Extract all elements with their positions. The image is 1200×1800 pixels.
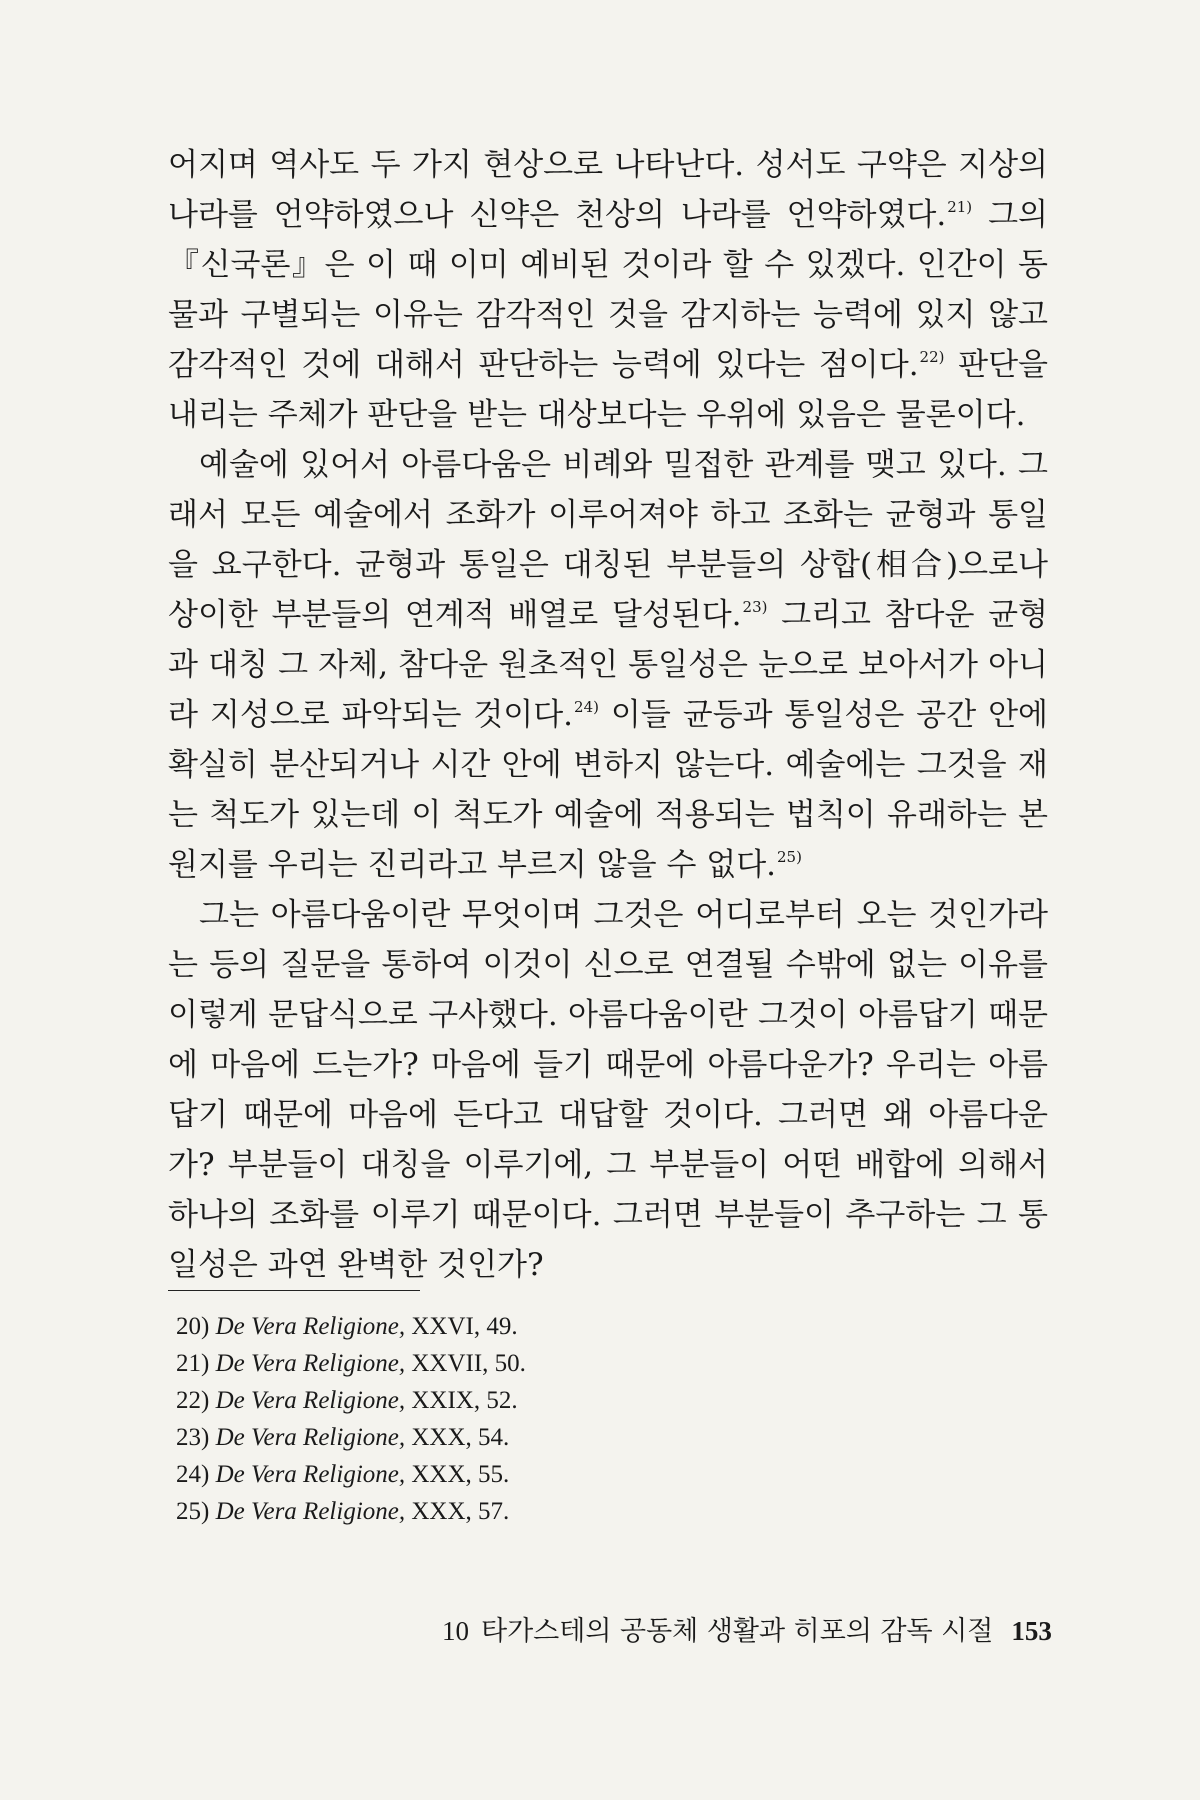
- footnote-title: De Vera Religione,: [215, 1350, 406, 1377]
- body-text: [168, 140, 1048, 1290]
- footnote-number: 24): [176, 1461, 210, 1488]
- footnote-21: [176, 1345, 876, 1382]
- footnote-title: De Vera Religione,: [215, 1424, 406, 1451]
- footnote-24: [176, 1456, 876, 1493]
- paragraph-1: [168, 140, 1048, 440]
- paragraph-3-text: 그는 아름다움이란 무엇이며 그것은 어디로부터 오는 것인가라는 등의 질문을 통하여 이것이 신으로 연결될 수밖에 없는 이유를 이렇게 문답식으로 구사했다. 아름다움이란 그것이 아름답기 때문에 마음에 드는가? 마음에 들기 때문에 아름다운가? 우리는 아름답기 때문에 마음에 든다고 대답할 것이다. 그러면 왜 아름다운가? 부분들이 대칭을 이루기에, 그 부분들이 어떤 배합에 의해서 하나의 조화를 이루기 때문이다. 그러면 부분들이 추구하는 그 통일성은 과연 완벽한 것인가?: [168, 897, 1048, 1283]
- footnote-title: De Vera Religione,: [215, 1461, 406, 1488]
- footnote-number: 25): [176, 1498, 210, 1525]
- paragraph-2-text-a: 예술에 있어서 아름다움은 비례와 밀접한 관계를 맺고 있다. 그래서 모든 예술에서 조화가 이루어져야 하고 조화는 균형과 통일을 요구한다. 균형과 통일은 대칭된 부분들의 상합(相合)으로나 상이한 부분들의 연계적 배열로 달성된다.: [168, 447, 1048, 633]
- footnote-reference: XXX, 54.: [411, 1424, 510, 1451]
- footnote-title: De Vera Religione,: [215, 1387, 406, 1414]
- footnote-ref-21: 21): [947, 198, 973, 216]
- footnote-reference: XXX, 55.: [411, 1461, 510, 1488]
- footnote-number: 20): [176, 1313, 210, 1340]
- footnote-divider: [168, 1290, 420, 1291]
- footnote-reference: XXVII, 50.: [411, 1350, 526, 1377]
- paragraph-1-text-c: 판단을 내리는 주체가 판단을 받는 대상보다는 우위에 있음은 물론이다.: [168, 347, 1048, 433]
- paragraph-3: [168, 890, 1048, 1290]
- running-footer: [442, 1614, 1052, 1649]
- page-number: 153: [1011, 1616, 1052, 1646]
- chapter-title: 타가스테의 공동체 생활과 히포의 감독 시절: [481, 1616, 994, 1647]
- paragraph-1-text-a: 어지며 역사도 두 가지 현상으로 나타난다. 성서도 구약은 지상의 나라를 언약하였으나 신약은 천상의 나라를 언약하였다.: [168, 147, 1048, 233]
- footnote-reference: XXX, 57.: [411, 1498, 510, 1525]
- footnote-22: [176, 1382, 876, 1419]
- footnote-title: De Vera Religione,: [215, 1313, 406, 1340]
- footnotes: [176, 1308, 876, 1530]
- footnote-ref-24: 24): [574, 698, 599, 716]
- paragraph-2-text-c: 이들 균등과 통일성은 공간 안에 확실히 분산되거나 시간 안에 변하지 않는다. 예술에는 그것을 재는 척도가 있는데 이 척도가 예술에 적용되는 법칙이 유래하는 본원지를 우리는 진리라고 부르지 않을 수 없다.: [168, 697, 1048, 883]
- footnote-ref-22: 22): [919, 348, 945, 366]
- paragraph-2-text-b: 그리고 참다운 균형과 대칭 그 자체, 참다운 원초적인 통일성은 눈으로 보아서가 아니라 지성으로 파악되는 것이다.: [168, 597, 1048, 733]
- footnote-23: [176, 1419, 876, 1456]
- footnote-number: 22): [176, 1387, 210, 1414]
- footnote-25: [176, 1493, 876, 1530]
- footnote-reference: XXVI, 49.: [411, 1313, 518, 1340]
- paragraph-1-text-b: 그의 『신국론』은 이 때 이미 예비된 것이라 할 수 있겠다. 인간이 동물과 구별되는 이유는 감각적인 것을 감지하는 능력에 있지 않고 감각적인 것에 대해서 판단하는 능력에 있다는 점이다.: [168, 197, 1048, 383]
- footnote-ref-25: 25): [777, 848, 802, 866]
- footnote-title: De Vera Religione,: [215, 1498, 406, 1525]
- footnote-number: 23): [176, 1424, 210, 1451]
- footnote-reference: XXIX, 52.: [411, 1387, 518, 1414]
- footnote-number: 21): [176, 1350, 210, 1377]
- paragraph-2: [168, 440, 1048, 890]
- chapter-number: 10: [442, 1616, 469, 1646]
- footnote-ref-23: 23): [742, 598, 768, 616]
- footnote-20: [176, 1308, 876, 1345]
